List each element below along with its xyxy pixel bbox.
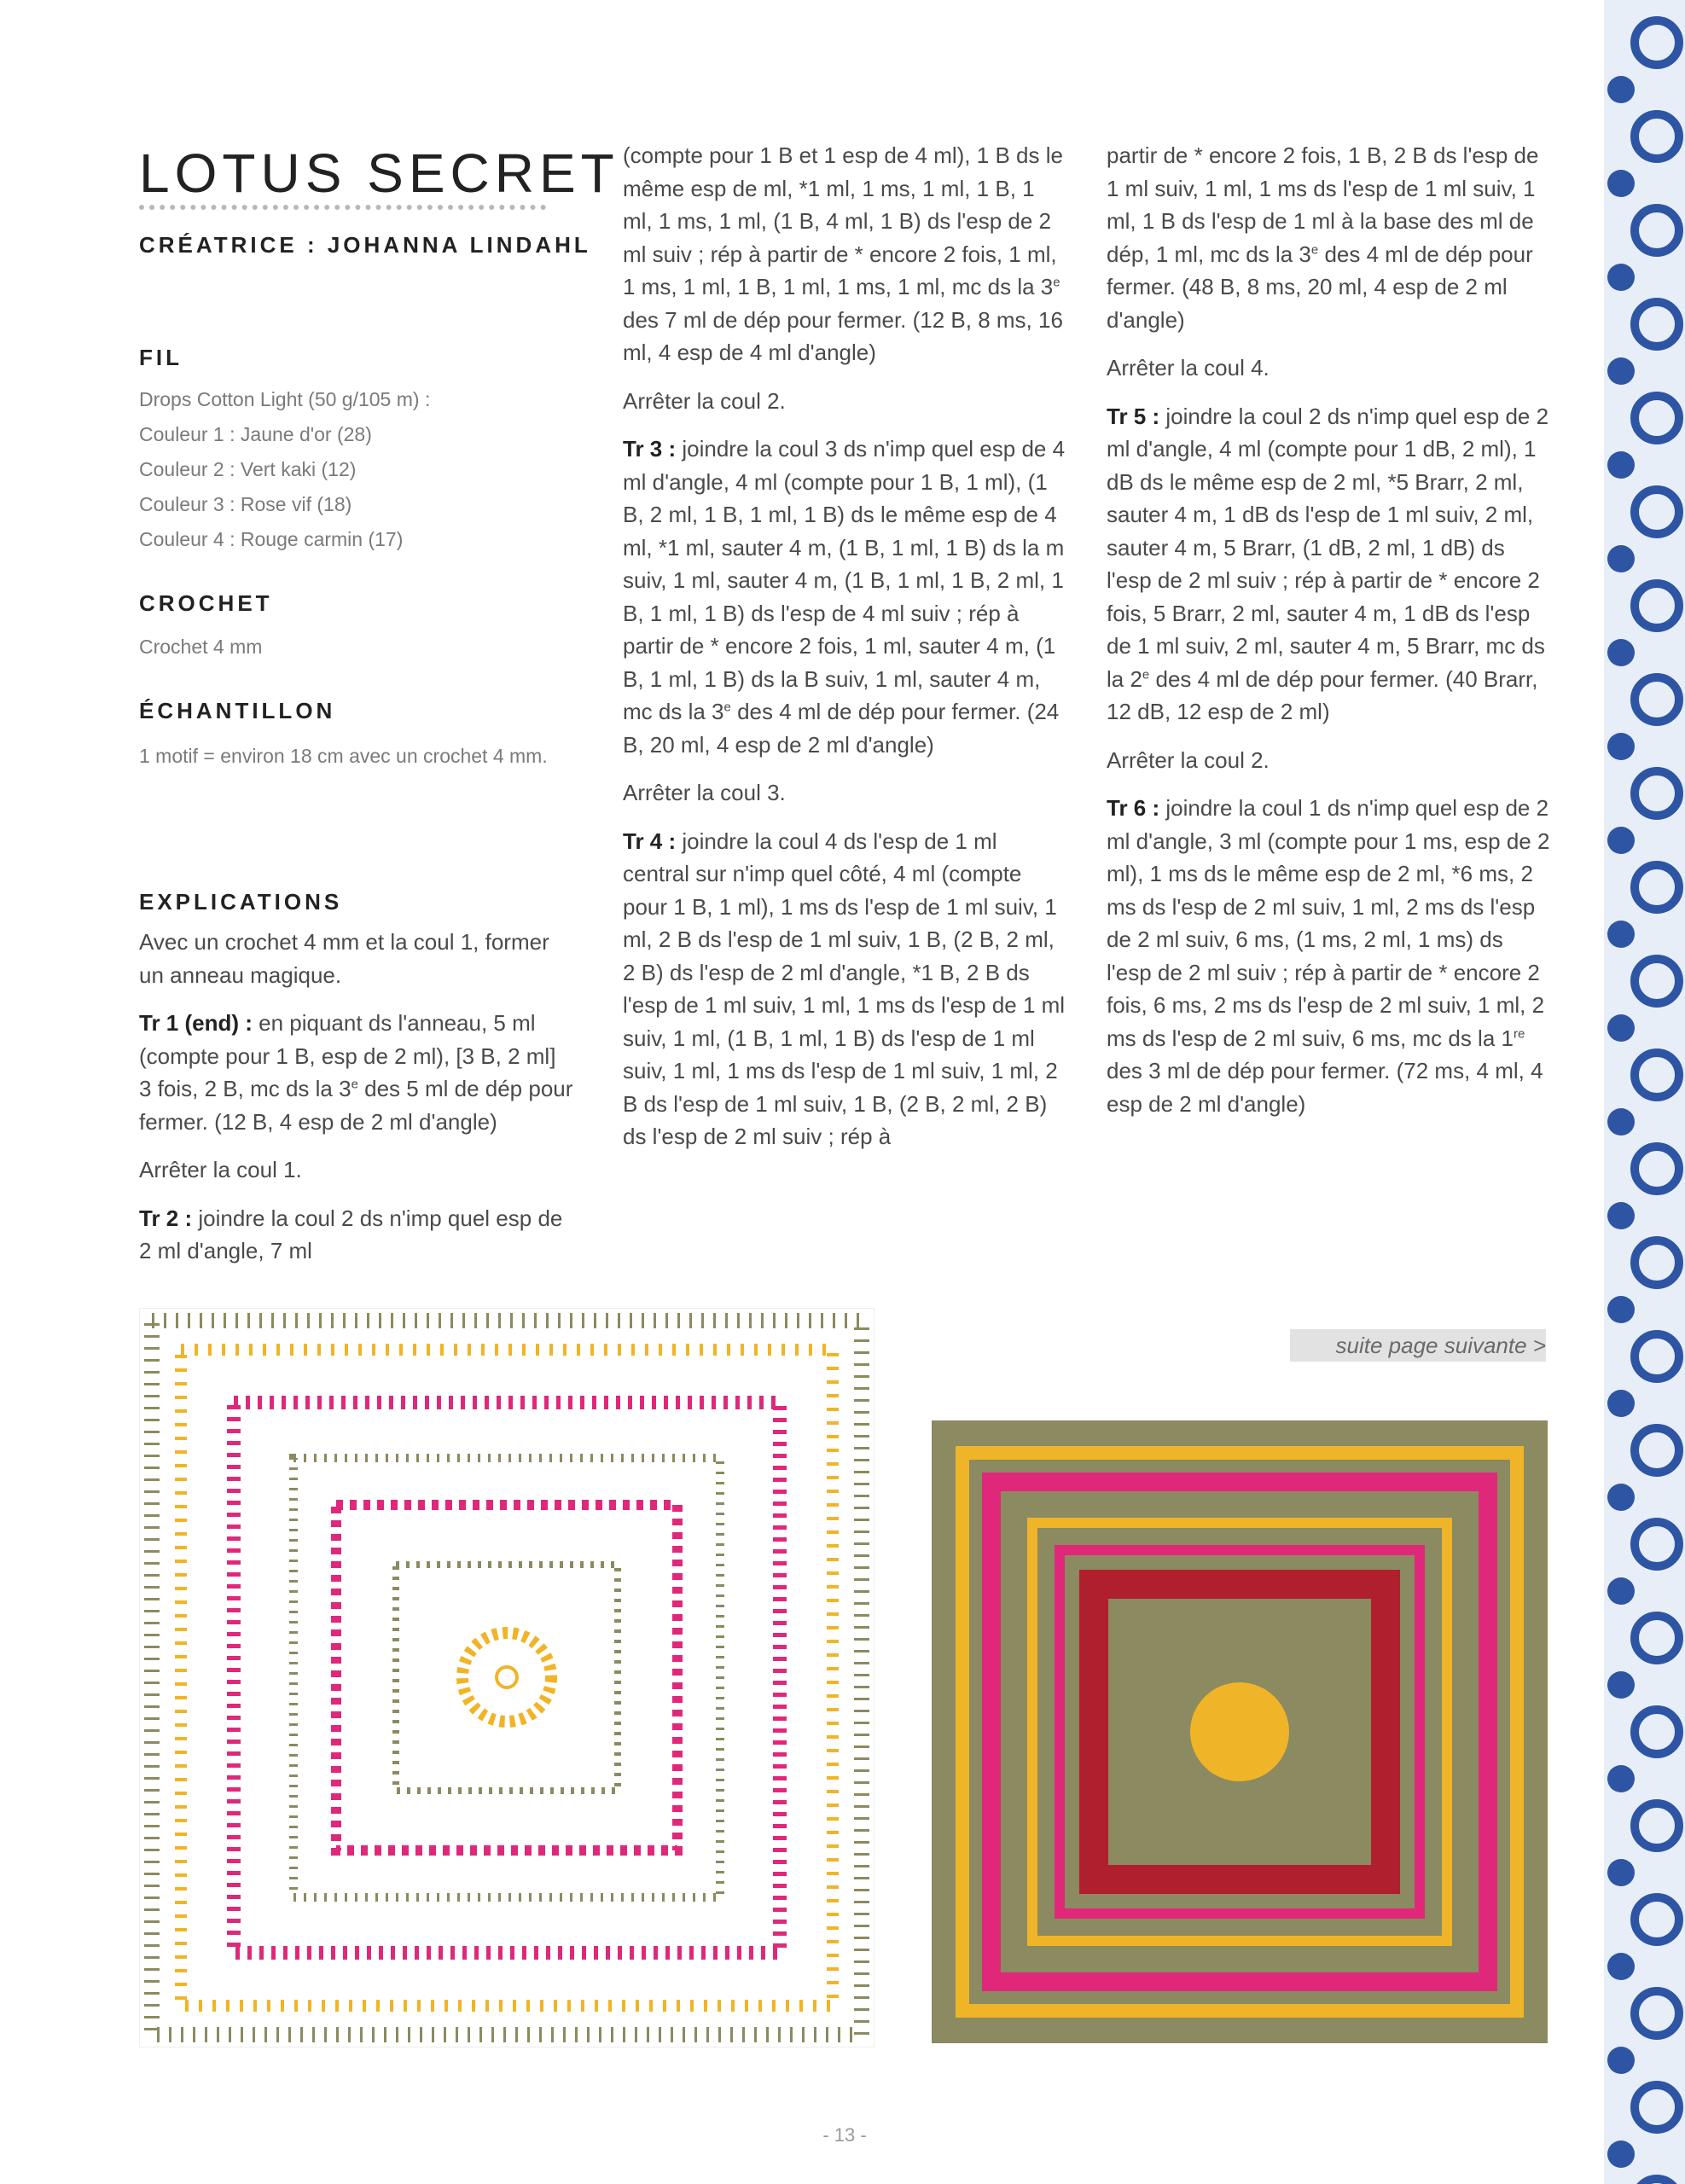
instructions-column-2 [623, 139, 1066, 1169]
instructions-column-3 [1107, 139, 1550, 1136]
round-text: joindre la coul 1 ds n'imp quel esp de 2 ml d'angle, 3 ml (compte pour 1 ms, esp de 2 ml), 1 ms ds le même esp de 2 ml, *6 ms, 2 ms ds l'esp de 2 ml suiv, 1 ml, 2 ms ds l'esp de 2 ml suiv, 6 ms, (1 ms, 2 ml, 1 ms) ds l'esp de 2 ml suiv ; rép à partir de * encore 2 fois, 6 ms, 2 ms ds l'esp de 2 ml suiv, 1 ml, 2 ms ds l'esp de 2 ml suiv, 6 ms, mc ds la 1 [1107, 795, 1550, 1051]
yarn-line: Couleur 2 : Vert kaki (12) [139, 458, 357, 480]
round-text: joindre la coul 4 ds l'esp de 1 ml central sur n'imp quel côté, 4 ml (compte pour 1 B, 1 ml), 1 ms ds l'esp de 1 ml suiv, 1 ml, 2 B ds l'esp de 1 ml suiv, 1 B, (2 B, 2 ml, 2 B) ds l'esp de 2 ml d'angle, *1 B, 2 B ds l'esp de 1 ml suiv, 1 ml, 1 ms ds l'esp de 1 ml suiv, 1 ml, (1 B, 1 ml, 1 B) ds l'esp de 1 ml suiv, 1 ml, 1 ms ds l'esp de 1 ml suiv, 1 ml, 2 B ds l'esp de 1 ml suiv, 1 B, (2 B, 2 ml, 2 B) ds l'esp de 2 ml suiv ; rép à [623, 828, 1066, 1149]
superscript: e [1142, 666, 1150, 682]
border-tile [1607, 264, 1635, 291]
round-label: Tr 5 : [1107, 403, 1160, 429]
round-text: des 4 ml de dép pour fermer. (24 B, 20 ml, 4 esp de 2 ml d'angle) [623, 699, 1060, 758]
border-tile [1607, 1765, 1635, 1792]
round-text: joindre la coul 2 ds n'imp quel esp de 2 ml d'angle, 7 ml [139, 1205, 563, 1263]
round-label: Tr 4 : [623, 828, 677, 854]
superscript: e [723, 700, 731, 715]
fasten-off-2: Arrêter la coul 2. [623, 387, 786, 414]
intro-text: Avec un crochet 4 mm et la coul 1, former un anneau magique. [139, 929, 549, 988]
border-tile [1607, 733, 1635, 760]
round-text: (compte pour 1 B et 1 esp de 4 ml), 1 B ds le même esp de ml, *1 ml, 1 ms, 1 ml, 1 B, 1 ml, 1 ms, 1 ml, (1 B, 4 ml, 1 B) ds l'esp de 2 ml suiv ; rép à partir de * encore 2 fois, 1 ml, 1 ms, 1 ml, 1 B, 1 ml, 1 ms, 1 ml, mc ds la 3 [623, 142, 1063, 299]
round-2-cont [623, 139, 1066, 369]
finished-square-photo [932, 1420, 1548, 2043]
superscript: e [351, 1077, 358, 1092]
border-tile [1607, 1671, 1635, 1699]
yarn-line: Couleur 1 : Jaune d'or (28) [139, 423, 372, 445]
round-text: en piquant ds l'anneau, 5 ml (compte pour 1 B, esp de 2 ml), [3 B, 2 ml] 3 fois, 2 B, mc ds la 3 [139, 1010, 556, 1101]
border-tile [1607, 2047, 1635, 2074]
border-tile [1607, 1953, 1635, 1980]
page-title: LOTUS SECRET [139, 142, 619, 204]
gauge-text: 1 motif = environ 18 cm avec un crochet 4 mm. [139, 745, 548, 767]
round-2-start [139, 1202, 574, 1268]
round-text: partir de * encore 2 fois, 1 B, 2 B ds l'esp de 1 ml suiv, 1 ml, 1 ms ds l'esp de 1 ml suiv, 1 ml, 1 B ds l'esp de 1 ml à la base des ml de dép, 1 ml, mc ds la 3 [1107, 142, 1539, 267]
border-tile [1607, 1390, 1635, 1417]
round-label: Tr 3 : [623, 436, 677, 462]
title-divider [139, 205, 546, 210]
border-tile [1607, 1859, 1635, 1886]
round-1 [139, 1007, 574, 1138]
fasten-off-1: Arrêter la coul 1. [139, 1157, 302, 1182]
decorative-border [1604, 0, 1685, 2184]
border-tile [1607, 1484, 1635, 1511]
fasten-off-5: Arrêter la coul 2. [1107, 746, 1270, 773]
instructions-heading: EXPLICATIONS [139, 889, 343, 915]
round-3 [623, 433, 1066, 761]
border-tile [1607, 1108, 1635, 1136]
continue-next-page: suite page suivante > [1290, 1329, 1546, 1362]
border-tile [1607, 1577, 1635, 1605]
round-text: des 3 ml de dép pour fermer. (72 ms, 4 ml, 4 esp de 2 ml d'angle) [1107, 1058, 1543, 1117]
round-5 [1107, 400, 1550, 729]
instructions-column-1 [139, 926, 574, 1283]
crochet-chart-diagram [139, 1308, 874, 2048]
yarn-heading: FIL [139, 345, 183, 370]
yarn-line: Drops Cotton Light (50 g/105 m) : [139, 388, 431, 410]
designer-credit: CRÉATRICE : JOHANNA LINDAHL [139, 232, 591, 258]
page-number: - 13 - [822, 2124, 867, 2146]
round-text: joindre la coul 2 ds n'imp quel esp de 2 ml d'angle, 4 ml (compte pour 1 dB, 2 ml), 1 dB ds le même esp de 2 ml, *5 Brarr, 2 ml, sauter 4 m, 1 dB ds l'esp de 1 ml suiv, 2 ml, sauter 4 m, 5 Brarr, (1 dB, 2 ml, 1 dB) ds l'esp de 2 ml suiv ; rép à partir de * encore 2 fois, 5 Brarr, 2 ml, sauter 4 m, 1 dB ds l'esp de 1 ml suiv, 2 ml, sauter 4 m, 5 Brarr, mc ds la 2 [1107, 403, 1549, 692]
border-tile [1607, 1296, 1635, 1323]
fasten-off-4: Arrêter la coul 4. [1107, 355, 1270, 380]
superscript: re [1513, 1025, 1525, 1041]
border-tile [1607, 921, 1635, 948]
gauge-heading: ÉCHANTILLON [139, 698, 336, 723]
yarn-line: Couleur 4 : Rouge carmin (17) [139, 528, 404, 550]
round-6 [1107, 792, 1550, 1120]
round-label: Tr 6 : [1107, 795, 1160, 821]
yarn-line: Couleur 3 : Rose vif (18) [139, 493, 352, 515]
border-tile [1607, 1202, 1635, 1229]
round-4-cont [1107, 139, 1550, 336]
round-text: des 7 ml de dép pour fermer. (12 B, 8 ms, 16 ml, 4 esp de 4 ml d'angle) [623, 306, 1063, 365]
superscript: e [1053, 275, 1060, 290]
round-label: Tr 2 : [139, 1205, 193, 1231]
border-tile [1607, 2140, 1635, 2168]
border-tile [1607, 639, 1635, 666]
round-text: joindre la coul 3 ds n'imp quel esp de 4 ml d'angle, 4 ml (compte pour 1 B, 1 ml), (1 B, 2 ml, 1 B, 1 ml, 1 B) ds le même esp de 4 ml, *1 ml, sauter 4 m, (1 B, 1 ml, 1 B) ds la m suiv, 1 ml, sauter 4 m, (1 B, 1 ml, 1 B, 2 ml, 1 B, 1 ml, 1 B) ds l'esp de 4 ml suiv ; rép à partir de * encore 2 fois, 1 ml, sauter 4 m, (1 B, 1 ml, 1 B) ds la B suiv, 1 ml, sauter 4 m, mc ds la 3 [623, 436, 1066, 724]
hook-text: Crochet 4 mm [139, 636, 263, 658]
yarn-list [139, 382, 430, 557]
hook-heading: CROCHET [139, 590, 273, 616]
round-text: des 4 ml de dép pour fermer. (40 Brarr, 12 dB, 12 esp de 2 ml) [1107, 665, 1538, 724]
border-tile [1607, 76, 1635, 103]
round-4-start [623, 825, 1066, 1153]
round-text: des 5 ml de dép pour fermer. (12 B, 4 esp de 2 ml d'angle) [139, 1076, 573, 1135]
border-tile [1607, 357, 1635, 385]
border-tile [1607, 827, 1635, 854]
border-tile [1607, 545, 1635, 572]
superscript: e [1310, 241, 1319, 257]
border-tile [1607, 1014, 1635, 1042]
round-label: Tr 1 (end) : [139, 1010, 253, 1036]
border-tile [1607, 451, 1635, 479]
border-tile [1607, 170, 1635, 197]
fasten-off-3: Arrêter la coul 3. [623, 780, 786, 805]
round-text: des 4 ml de dép pour fermer. (48 B, 8 ms, 20 ml, 4 esp de 2 ml d'angle) [1107, 241, 1533, 333]
